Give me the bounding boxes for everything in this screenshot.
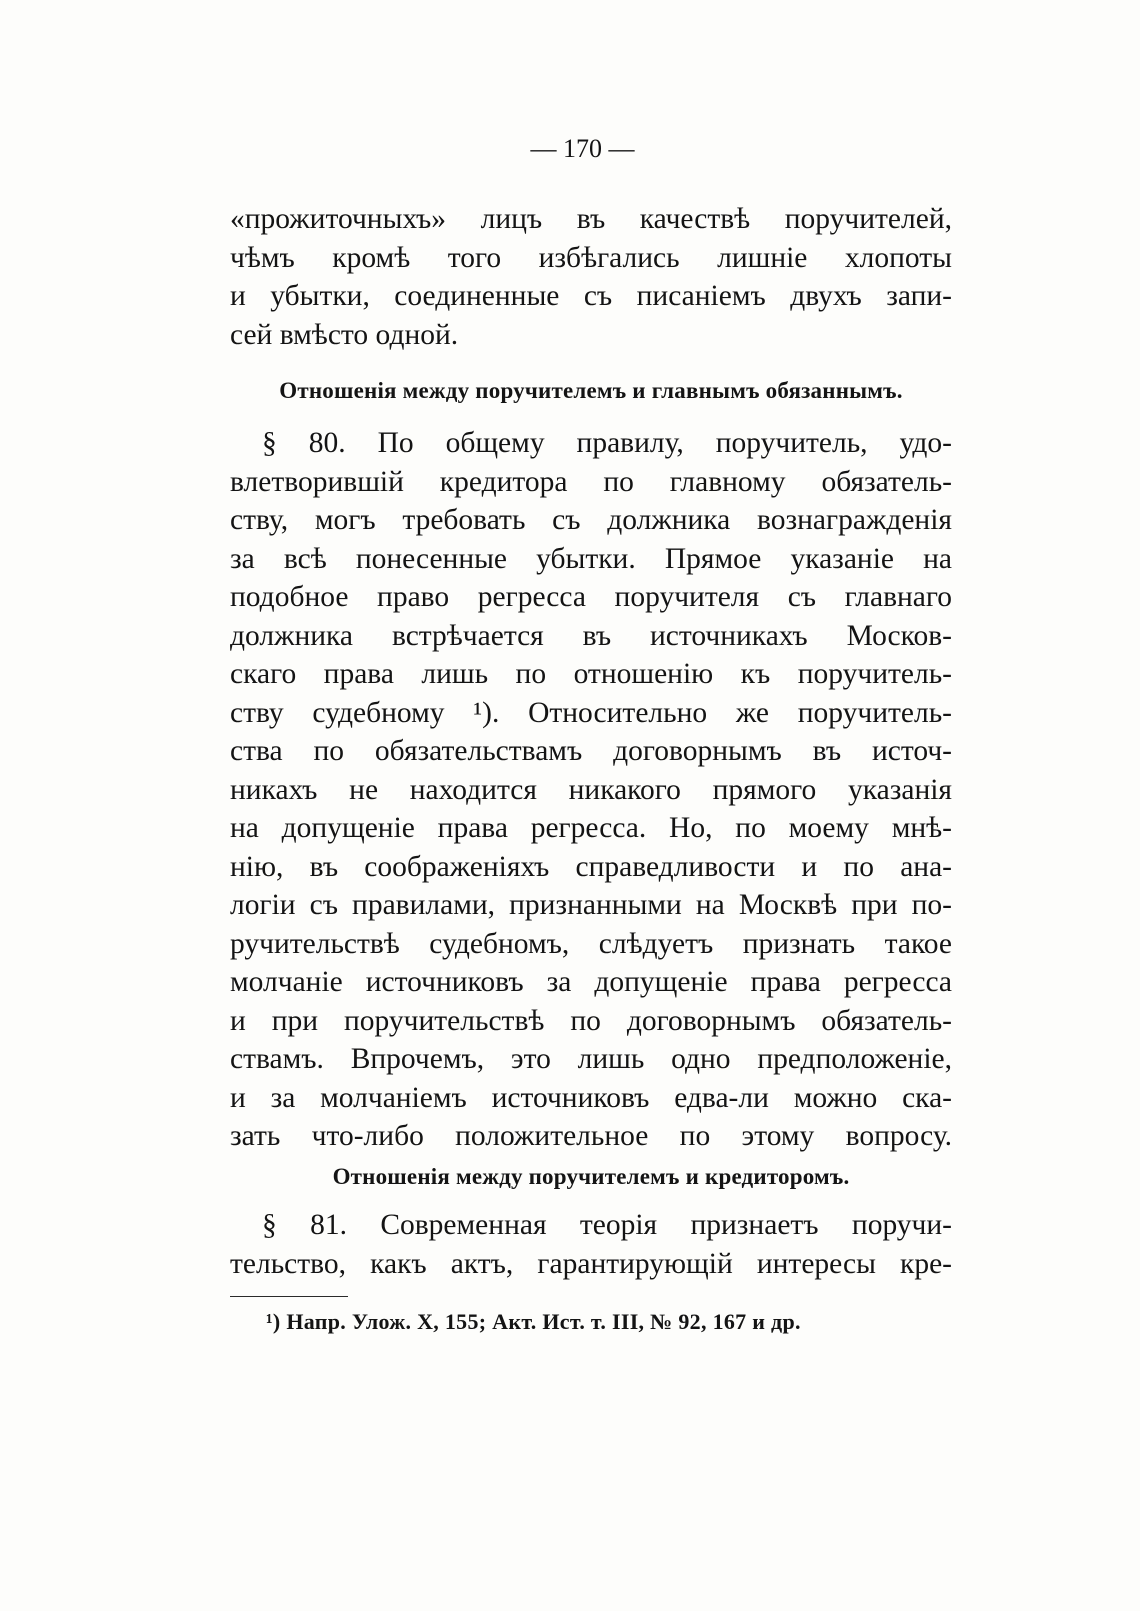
text-line: § 81. Современная теорія признаетъ поручи-: [262, 1209, 952, 1241]
section-heading-81: Отношенія между поручителемъ и кредиторомъ.: [332, 1164, 850, 1189]
text-line: и за молчаніемъ источниковъ едва-ли можно ска-: [230, 1081, 952, 1114]
text-line: должника встрѣчается въ источникахъ Москов-: [230, 619, 952, 652]
text-line: ствамъ. Впрочемъ, это лишь одно предположеніе,: [230, 1043, 952, 1075]
text-line: за всѣ понесенные убытки. Прямое указаніе на: [230, 542, 952, 575]
text-line: § 80. По общему правилу, поручитель, удо-: [262, 427, 952, 459]
text-line: молчаніе источниковъ за допущеніе права регресса: [230, 966, 952, 998]
footnote: ¹) Напр. Улож. X, 155; Акт. Ист. т. III, № 92, 167 и др.: [266, 1309, 801, 1334]
text-line: и убытки, соединенные съ писаніемъ двухъ запи-: [230, 280, 952, 312]
text-line: сей вмѣсто одной.: [230, 318, 459, 351]
text-line: «прожиточныхъ» лицъ въ качествѣ поручителей,: [230, 203, 952, 235]
text-line: зать что-либо положительное по этому вопросу.: [230, 1120, 952, 1152]
section-heading-80: Отношенія между поручителемъ и главнымъ обязаннымъ.: [279, 378, 903, 403]
page-number: — 170 —: [530, 134, 635, 163]
text-line: на допущеніе права регресса. Но, по моему мнѣ-: [230, 812, 952, 844]
text-line: ству, могъ требовать съ должника вознагражденія: [230, 504, 952, 536]
text-line: ства по обязательствамъ договорнымъ въ источ-: [230, 735, 952, 767]
text-line: влетворившій кредитора по главному обязатель-: [230, 465, 952, 498]
text-line: никахъ не находится никакого прямого указанія: [230, 773, 952, 806]
text-line: и при поручительствѣ по договорнымъ обязатель-: [230, 1004, 952, 1037]
text-line: тельство, какъ актъ, гарантирующій интересы кре-: [230, 1247, 952, 1280]
text-line: скаго права лишь по отношенію къ поручитель-: [230, 658, 952, 690]
text-line: нію, въ соображеніяхъ справедливости и по ана-: [230, 850, 952, 883]
text-line: ручительствѣ судебномъ, слѣдуетъ признать такое: [230, 927, 952, 960]
text-line: подобное право регресса поручителя съ главнаго: [230, 581, 952, 613]
text-line: чѣмъ кромѣ того избѣгались лишніе хлопоты: [230, 241, 952, 274]
text-line: ству судебному ¹). Относительно же поручитель-: [230, 696, 952, 729]
intro-paragraph: [230, 200, 952, 354]
section-81-paragraph: [230, 1206, 952, 1283]
text-line: логіи съ правилами, признанными на Москвѣ при по-: [230, 889, 952, 921]
section-80-paragraph: [230, 424, 952, 1156]
footnote-divider: [230, 1296, 348, 1297]
